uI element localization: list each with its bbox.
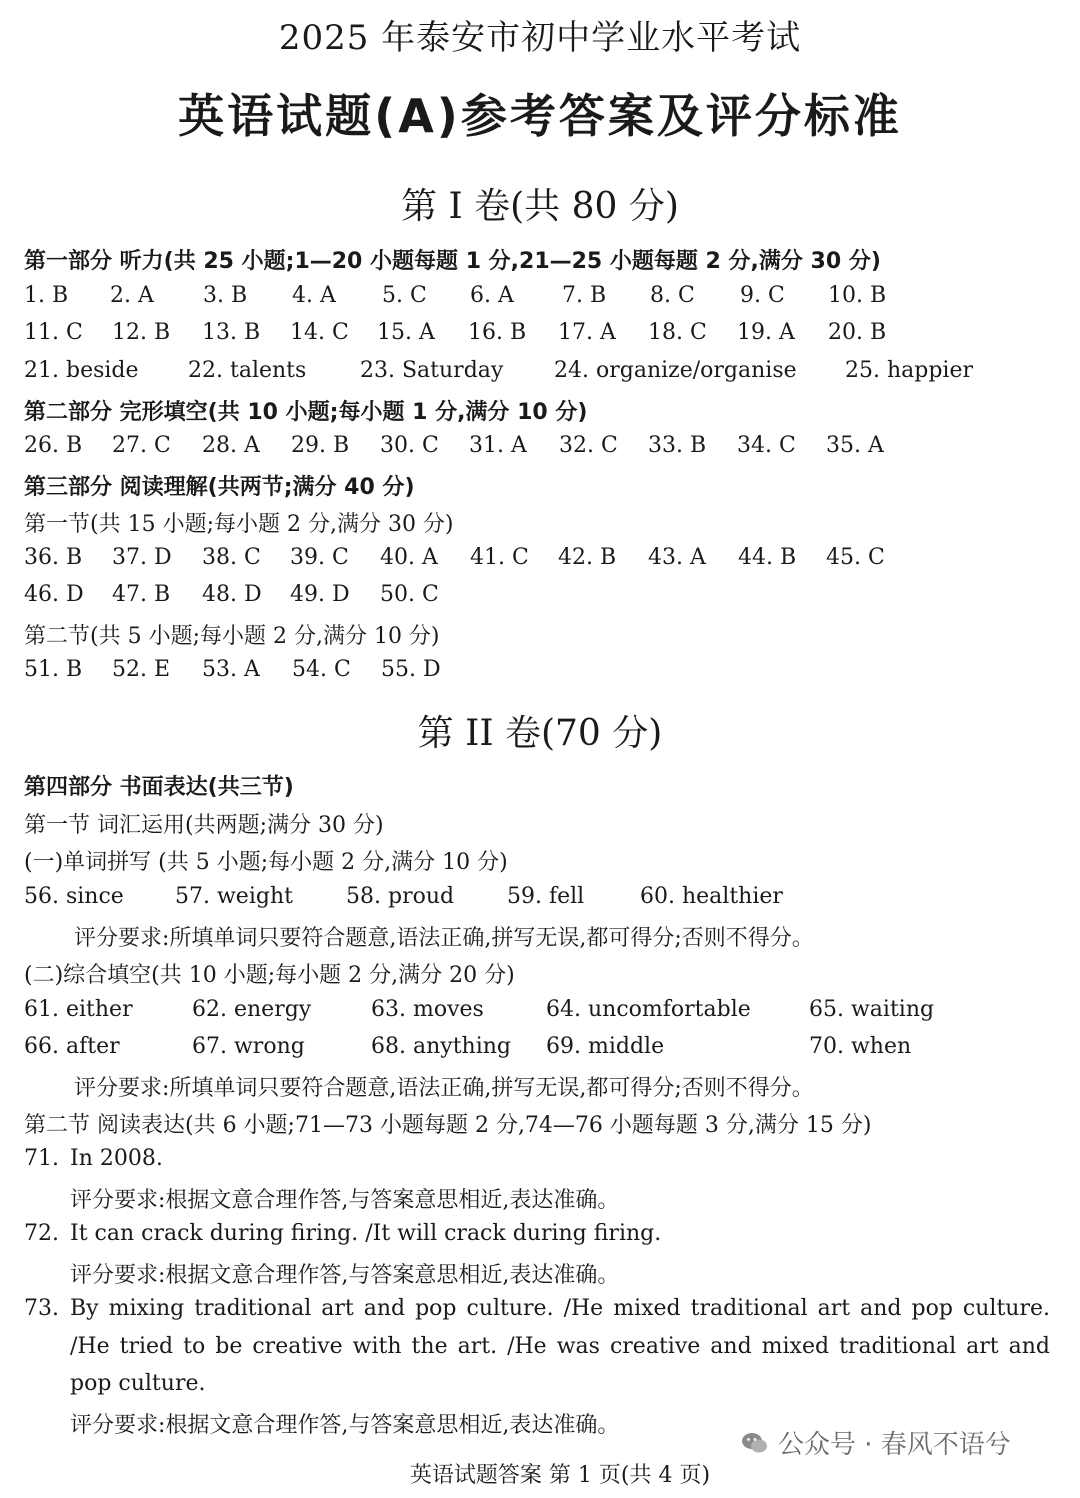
answer-item: 29. B [291, 433, 350, 458]
answer-item: 26. B [24, 433, 83, 458]
answer-item: 13. B [202, 320, 261, 345]
answer-item: 36. B [24, 545, 83, 570]
answer-item: 44. B [738, 545, 797, 570]
answer-item: 31. A [469, 433, 527, 458]
answer-item: 35. A [826, 433, 884, 458]
q73-number: 73. [24, 1296, 59, 1321]
answer-item: 18. C [648, 320, 707, 345]
answer-item: 11. C [24, 320, 83, 345]
exam-title: 2025 年泰安市初中学业水平考试 [278, 18, 802, 58]
part4-sub1-heading: (一)单词拼写 (共 5 小题;每小题 2 分,满分 10 分) [24, 850, 508, 875]
answer-item: 55. D [381, 657, 441, 682]
scoring-rule: 评分要求:所填单词只要符合题意,语法正确,拼写无误,都可得分;否则不得分。 [74, 926, 814, 951]
answer-item: 20. B [828, 320, 887, 345]
answer-item: 33. B [648, 433, 707, 458]
answer-item: 16. B [468, 320, 527, 345]
answer-item: 40. A [380, 545, 438, 570]
answer-item: 69. middle [546, 1034, 665, 1059]
answer-item: 41. C [470, 545, 529, 570]
answer-item: 37. D [112, 545, 172, 570]
answer-item: 2. A [110, 283, 154, 308]
answer-item: 66. after [24, 1034, 120, 1059]
answer-item: 59. fell [507, 884, 585, 909]
page-footer: 英语试题答案 第 1 页(共 4 页) [409, 1463, 711, 1488]
answer-item: 14. C [290, 320, 349, 345]
answer-item: 12. B [112, 320, 171, 345]
answer-item: 58. proud [346, 884, 455, 909]
answer-item: 24. organize/organise [554, 358, 797, 383]
answer-item: 61. either [24, 997, 133, 1022]
q71-number: 71. [24, 1146, 59, 1171]
part3-section2-heading: 第二节(共 5 小题;每小题 2 分,满分 10 分) [24, 624, 440, 649]
answer-item: 22. talents [188, 358, 307, 383]
answer-item: 10. B [828, 283, 887, 308]
answer-item: 70. when [809, 1034, 912, 1059]
q72-number: 72. [24, 1221, 59, 1246]
answer-item: 64. uncomfortable [546, 997, 751, 1022]
answer-item: 17. A [558, 320, 616, 345]
watermark [740, 1424, 1011, 1461]
answer-item: 1. B [24, 283, 69, 308]
part4-section1-heading: 第一节 词汇运用(共两题;满分 30 分) [24, 813, 384, 838]
answer-item: 60. healthier [640, 884, 783, 909]
answer-item: 68. anything [371, 1034, 511, 1059]
answer-item: 50. C [380, 582, 439, 607]
answer-item: 43. A [648, 545, 706, 570]
answer-item: 3. B [203, 283, 248, 308]
answer-item: 21. beside [24, 358, 139, 383]
answer-item: 62. energy [192, 997, 312, 1022]
scoring-rule: 评分要求:根据文意合理作答,与答案意思相近,表达准确。 [70, 1263, 620, 1288]
answer-item: 38. C [202, 545, 261, 570]
answer-item: 57. weight [175, 884, 293, 909]
answer-item: 53. A [202, 657, 260, 682]
answer-item: 28. A [202, 433, 260, 458]
answer-item: 67. wrong [192, 1034, 305, 1059]
answer-item: 65. waiting [809, 997, 935, 1022]
answer-item: 46. D [24, 582, 84, 607]
part1-heading: 第一部分 听力(共 25 小题;1—20 小题每题 1 分,21—25 小题每题 2 分,满分 30 分) [24, 249, 881, 274]
answer-item: 9. C [740, 283, 785, 308]
q71-answer: In 2008. [70, 1146, 163, 1171]
scoring-rule: 评分要求:根据文意合理作答,与答案意思相近,表达准确。 [70, 1413, 620, 1438]
answer-item: 45. C [826, 545, 885, 570]
scoring-rule: 评分要求:所填单词只要符合题意,语法正确,拼写无误,都可得分;否则不得分。 [74, 1076, 814, 1101]
answer-item: 56. since [24, 884, 124, 909]
answer-item: 34. C [737, 433, 796, 458]
q72-answer: It can crack during firing. /It will crack during firing. [70, 1221, 662, 1246]
answer-item: 19. A [737, 320, 795, 345]
answer-item: 30. C [380, 433, 439, 458]
answer-item: 49. D [290, 582, 350, 607]
volume1-title: 第 I 卷(共 80 分) [401, 186, 679, 227]
main-title: 英语试题(A)参考答案及评分标准 [178, 89, 902, 143]
answer-item: 51. B [24, 657, 83, 682]
answer-item: 23. Saturday [360, 358, 504, 383]
wechat-icon [740, 1428, 770, 1458]
answer-item: 27. C [112, 433, 171, 458]
part4-sub2-heading: (二)综合填空(共 10 小题;每小题 2 分,满分 20 分) [24, 963, 515, 988]
answer-item: 54. C [292, 657, 351, 682]
q73-answer: By mixing traditional art and pop culture. /He mixed traditional art and pop culture. /He tried to be creative with the art. /He was creative and mixed traditional art and pop culture. [70, 1296, 1050, 1396]
answer-item: 47. B [112, 582, 171, 607]
answer-item: 7. B [562, 283, 607, 308]
answer-item: 32. C [559, 433, 618, 458]
part4-section2-heading: 第二节 阅读表达(共 6 小题;71—73 小题每题 2 分,74—76 小题每题 3 分,满分 15 分) [24, 1113, 872, 1138]
volume2-title: 第 II 卷(70 分) [417, 713, 663, 754]
part2-heading: 第二部分 完形填空(共 10 小题;每小题 1 分,满分 10 分) [24, 400, 588, 425]
answer-item: 8. C [650, 283, 695, 308]
answer-item: 39. C [290, 545, 349, 570]
answer-item: 5. C [382, 283, 427, 308]
part3-section1-heading: 第一节(共 15 小题;每小题 2 分,满分 30 分) [24, 512, 454, 537]
answer-item: 25. happier [845, 358, 974, 383]
answer-item: 52. E [112, 657, 171, 682]
answer-item: 63. moves [371, 997, 484, 1022]
answer-item: 48. D [202, 582, 262, 607]
part3-heading: 第三部分 阅读理解(共两节;满分 40 分) [24, 475, 415, 500]
watermark-text: 公众号 · 春风不语兮 [778, 1430, 1011, 1460]
answer-item: 4. A [292, 283, 336, 308]
answer-item: 6. A [470, 283, 514, 308]
scoring-rule: 评分要求:根据文意合理作答,与答案意思相近,表达准确。 [70, 1188, 620, 1213]
answer-item: 42. B [558, 545, 617, 570]
answer-item: 15. A [377, 320, 435, 345]
part4-heading: 第四部分 书面表达(共三节) [24, 775, 294, 800]
